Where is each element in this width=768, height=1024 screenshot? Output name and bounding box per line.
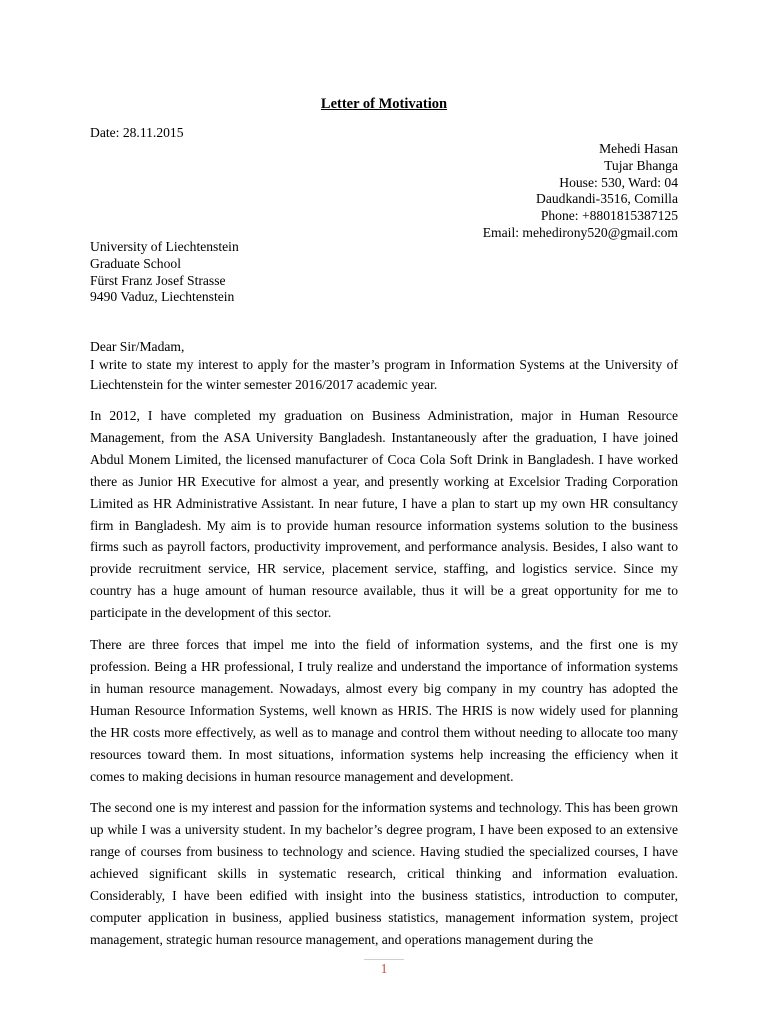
body-paragraph: The second one is my interest and passion for the information systems and technology. This has been grown up while I was a university student. In my bachelor’s degree program, I have been exposed to an extensive range of courses from business to technology and science. Having studied the specialized courses, I have achieved significant skills in systematic research, critical thinking and information evaluation. Considerably, I have been edified with insight into the business statistics, introduction to computer, computer application in business, applied business statistics, management information system, project management, strategic human resource management, and operations management during the [90,800,678,947]
sender-address-line: Tujar Bhanga [604,157,678,173]
page-number: 1 [380,961,388,976]
sender-address-line: Daudkandi-3516, Comilla [536,191,678,207]
sender-address-block [483,141,678,242]
letter-body [90,355,678,961]
sender-name: Mehedi Hasan [599,141,678,156]
recipient-name: University of Liechtenstein [90,239,239,254]
recipient-address-line: Graduate School [90,255,181,271]
recipient-address-line: 9490 Vaduz, Liechtenstein [90,289,235,305]
body-paragraph: In 2012, I have completed my graduation on Business Administration, major in Human Resource Management, from the ASA University Bangladesh. Instantaneously after the graduation, I have joined Abdul Monem Limited, the licensed manufacturer of Coca Cola Soft Drink in Bangladesh. I have worked there as Junior HR Executive for almost a year, and presently working at Excelsior Trading Corporation Limited as HR Administrative Assistant. In near future, I have a plan to start up my own HR consultancy firm in Bangladesh. My aim is to provide human resource information systems solution to the business firms such as payroll factors, productivity improvement, and performance analysis. Besides, I also want to provide recruitment service, HR service, placement service, staffing, and logistics service. Since my country has a huge amount of human resource available, thus it will be a great opportunity for me to participate in the development of this sector. [90,408,678,621]
footer-divider [364,959,404,960]
sender-phone: Phone: +8801815387125 [540,208,678,224]
salutation: Dear Sir/Madam, [90,339,185,354]
letter-title: Letter of Motivation [320,96,448,112]
sender-email: Email: mehedirony520@gmail.com [482,224,678,240]
sender-address-line: House: 530, Ward: 04 [559,174,678,190]
body-paragraph: I write to state my interest to apply for the master’s program in Information Systems at the University of Liechtenstein for the winter semester 2016/2017 academic year. [90,357,678,392]
body-paragraph: There are three forces that impel me into the field of information systems, and the first one is my profession. Being a HR professional, I truly realize and understand the importance of information systems in human resource management. Nowadays, almost every big company in my country has adopted the Human Resource Information Systems, well known as HRIS. The HRIS is now widely used for planning the HR costs more effectively, as well as to manage and control them without needing to allocate too many resources toward them. In most situations, information systems help increasing the efficiency when it comes to making decisions in human resource management and development. [90,637,678,784]
recipient-address-line: Fürst Franz Josef Strasse [90,272,226,288]
recipient-address-block [90,239,239,306]
letter-date: Date: 28.11.2015 [90,125,184,140]
